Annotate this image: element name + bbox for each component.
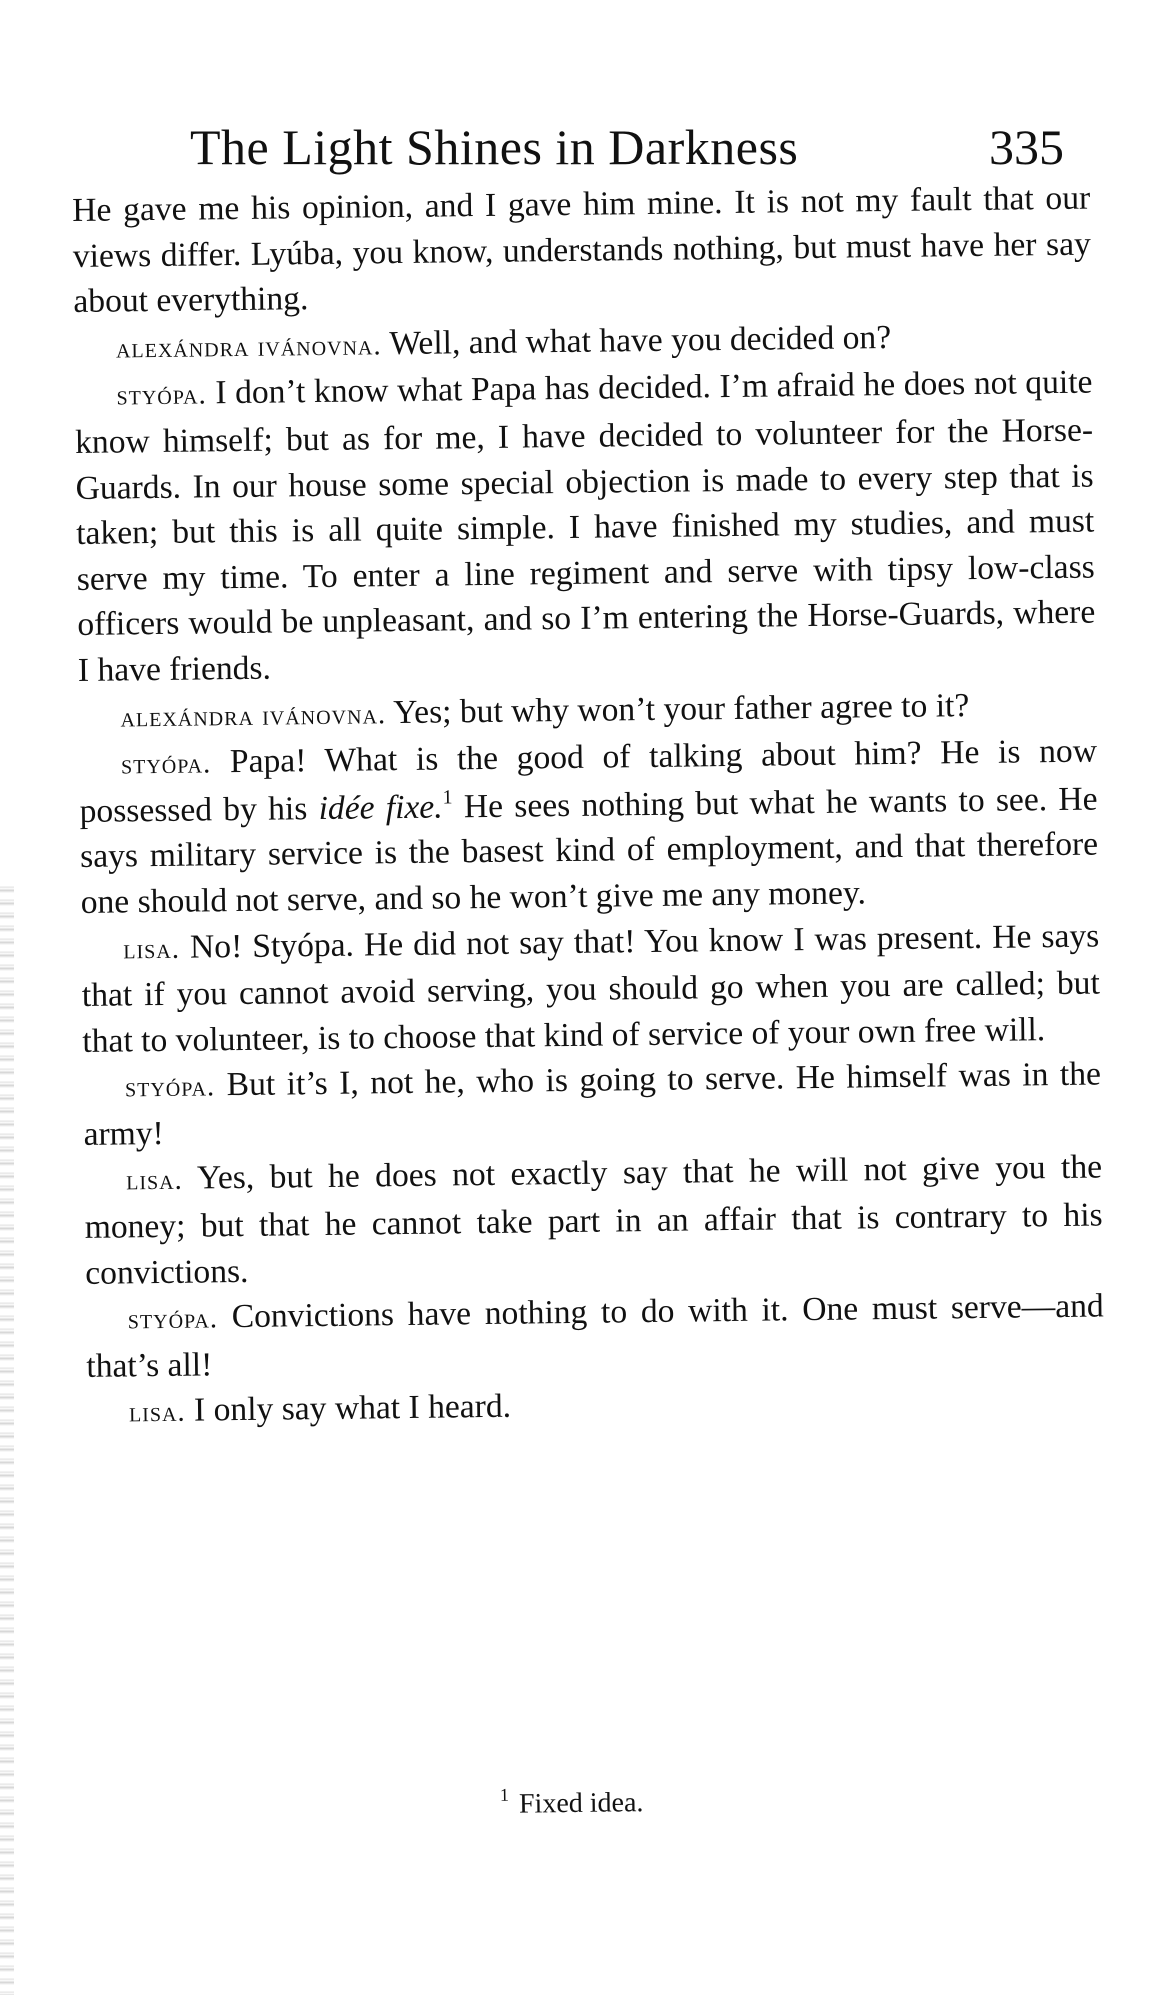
dialogue-text: Yes, but he does not exactly say that he will not give you the money; but that he cannot take part in an affair that is contrary to his convictions.: [84, 1148, 1103, 1292]
dialogue-paragraph: [84, 1145, 1104, 1296]
speaker-name: styópa.: [127, 1302, 219, 1336]
paragraph-text: He gave me his opinion, and I gave him mine. It is not my fault that our views differ. Lyúba, you know, understands nothing, but must have her say about everything.: [72, 179, 1091, 321]
dialogue-text: Papa! What is the good of talking about him? He is now possessed by his: [79, 732, 1098, 830]
dialogue-text: I don’t know what Papa has decided. I’m afraid he does not quite know himself; but as for me, I have decided to volunteer for the Horse-Guards. In our house some special objection is made to every step that is taken; but this is all quite simple. I have finished my studies, and must serve my time. To enter a line regiment and serve with tipsy low-class officers would be unpleasant, and so I’m entering the Horse-Guards, where I have friends.: [74, 363, 1096, 689]
dialogue-text: Convictions have nothing to do with it. One must serve—and that’s all!: [86, 1287, 1104, 1385]
dialogue-paragraph: [83, 1052, 1102, 1158]
dialogue-text: He sees nothing but what he wants to see. He says military service is the basest kind of employment, and that therefore one should not serve, and so he won’t give me any money.: [79, 780, 1099, 921]
dialogue-text: Well, and what have you decided on?: [381, 318, 892, 363]
dialogue-text: But it’s I, not he, who is going to serve. He himself was in the army!: [83, 1055, 1102, 1153]
dialogue-paragraph: [79, 729, 1099, 926]
speaker-name: alexándra ivánovna.: [120, 697, 387, 733]
body-text: [72, 176, 1105, 1437]
speaker-name: styópa.: [116, 378, 207, 412]
footnote-reference[interactable]: 1: [442, 786, 453, 809]
speaker-name: lisa.: [128, 1396, 186, 1429]
dialogue-text: No! Styópa. He did not say that! You know I was present. He says that if you cannot avoid serving, you should go when you are called; but that to volunteer, is to choose that kind of service of your own free will.: [81, 917, 1101, 1060]
speaker-name: styópa.: [124, 1070, 216, 1104]
dialogue-paragraph: [86, 1284, 1105, 1390]
dialogue-text: Yes; but why won’t your father agree to it?: [385, 686, 970, 731]
italic-phrase: idée fixe.: [318, 788, 443, 827]
page-edge-shadow: [0, 880, 14, 1995]
dialogue-paragraph: [74, 360, 1096, 694]
page-number: 335: [989, 119, 1064, 175]
paragraph-continuation: [72, 176, 1092, 325]
dialogue-text: I only say what I heard.: [185, 1388, 512, 1430]
running-title: The Light Shines in Darkness: [190, 119, 799, 175]
speaker-name: styópa.: [120, 747, 212, 781]
speaker-name: lisa.: [125, 1164, 184, 1197]
speaker-name: lisa.: [123, 932, 181, 965]
footnote: [499, 1784, 644, 1821]
footnote-text: Fixed idea.: [518, 1787, 644, 1820]
speaker-name: alexándra ivánovna.: [115, 329, 382, 365]
footnote-mark: 1: [499, 1784, 510, 1805]
dialogue-paragraph: [81, 913, 1101, 1064]
